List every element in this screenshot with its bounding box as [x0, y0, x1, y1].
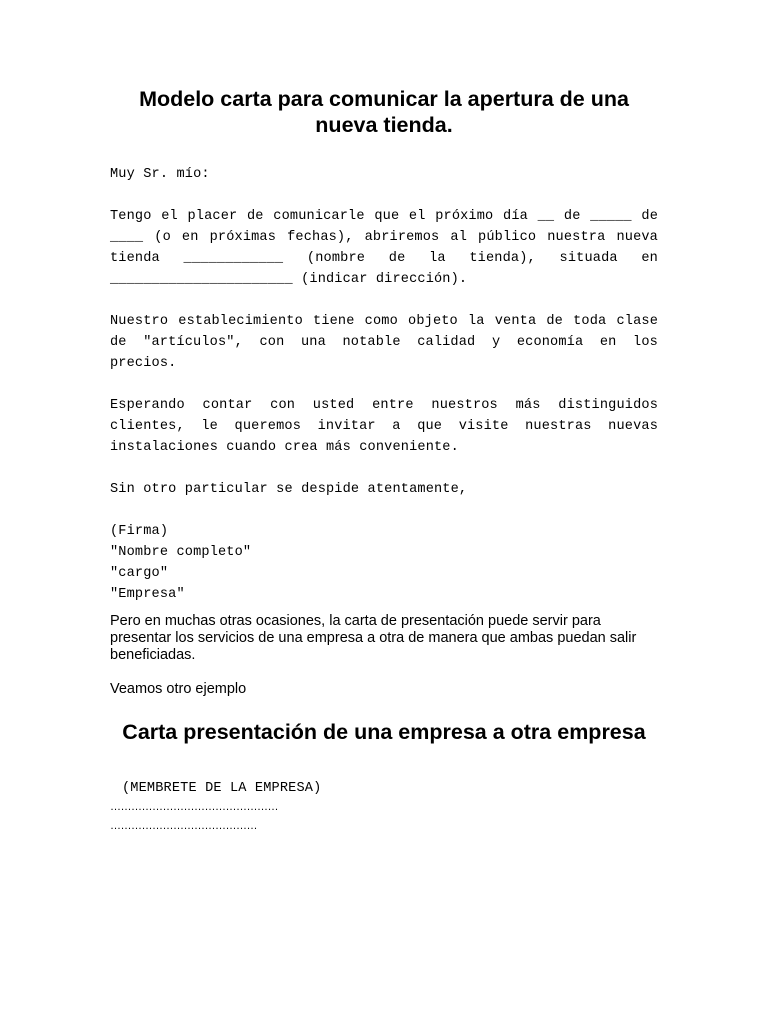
signature-name: "Nombre completo": [110, 545, 252, 560]
salutation: Muy Sr. mío:: [110, 167, 210, 182]
document-title: Modelo carta para comunicar la apertura de una nueva tienda.: [139, 87, 629, 137]
signature-firma: (Firma): [110, 524, 169, 539]
body-paragraph: Pero en muchas otras ocasiones, la carta de presentación puede servir para presentar los servicios de una empresa a otra de manera que ambas puedan salir beneficiadas.: [110, 613, 637, 663]
dotted-line-1: …………………………………………: [110, 801, 278, 813]
dotted-line-2: ……………………………………: [110, 820, 257, 832]
letter-paragraph-3: Esperando contar con usted entre nuestros más distinguidos clientes, le queremos invitar a que visite nuestras nuevas instalaciones cuando crea más conveniente.: [110, 398, 658, 455]
letter-paragraph-1: Tengo el placer de comunicarle que el próximo día __ de _____ de ____ (o en próximas fechas), abriremos al público nuestra nueva tienda ____________ (nombre de la tienda), situada en ______________________ (indicar dirección).: [110, 209, 658, 287]
example-intro: Veamos otro ejemplo: [110, 681, 247, 697]
signature-cargo: "cargo": [110, 566, 169, 581]
letter-paragraph-2: Nuestro establecimiento tiene como objeto la venta de toda clase de "artículos", con una notable calidad y economía en los precios.: [110, 314, 658, 371]
closing-line: Sin otro particular se despide atentamente,: [110, 482, 468, 497]
letterhead-placeholder: (MEMBRETE DE LA EMPRESA): [122, 781, 322, 796]
section-title: Carta presentación de una empresa a otra empresa: [122, 720, 646, 744]
signature-block: [110, 521, 658, 605]
signature-company: "Empresa": [110, 587, 185, 602]
